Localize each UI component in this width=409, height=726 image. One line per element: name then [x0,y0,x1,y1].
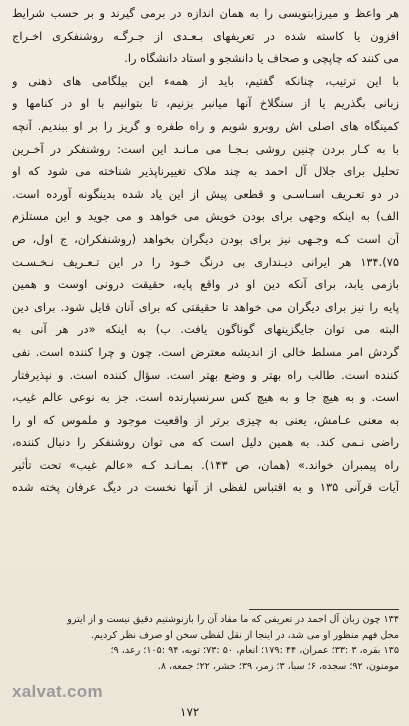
body-line: گردش امر مسلط خالی از اندیشه معترض است. چون و چرا کننده است. نفی [12,344,399,359]
body-line: کمینگاه های اصلی اش روبرو شویم و راه طفره و گریز را بر او ببندیم. آنچه [12,118,399,133]
footnote-line: مومنون، ۹۲؛ سجده، ۶؛ سبا، ۳؛ زمر، ۳۹؛ حشر، ۲۲؛ جمعه، ۸. [157,660,399,672]
body-line: تحلیل برای جلال آل احمد به چند ملاک تغییرناپذیر شناخته می شود که او [12,164,399,179]
body-line: هر واعظ و میرزابنویسی را به همان اندازه در برمی گیرند و بر حسب شرایط [12,6,399,20]
body-line: در دو تعـریف اسـاسـی و قطعی پیش از این یاد شده بدینگونه آورده است. [12,186,399,201]
body-line: بازمی یابد، برای آنکه دین او در واقع پایه، حقیقت درونی اوست و همین [12,277,399,292]
footnote-line: ۱۳۴ چون زبان آل احمد در تعریفی که ما مفاد آن را بازنوشتیم دقیق نیست و از ایترو [67,614,399,625]
body-line: است. و به هیچ جا و به هیچ کس سرنسپارنده است. جز به نوعی عالم غیب، [12,390,399,405]
footnote-line: ۱۳۵ بقره، ۳ :۳۳؛ عمران، ۴۴ :۱۷۹؛ انعام، ۵۰ :۷۳؛ توبه، ۹۴ :۱۰۵؛ رعد، ۹؛ [110,645,399,656]
footnote-divider [249,609,399,610]
body-line: پایه را نیز برای دیگران می خواهد تا حقیقتی که برای آنان قایل شود. برای دین [12,299,399,314]
footnotes [10,612,399,674]
body-line: آن است کـه وجـهی نیز برای بودن دیگران بخواهد (روشنفکران، ج اول، ص [12,231,399,246]
body-line: آیات قرآنی ۱۳۵ و به اقتباس لفظی از آنها نخست در دیگ عرفان پخته شده [12,480,399,495]
footnote-line: محل فهم منظور او می شد، در اینجا از نقل لفظی سخن او صرف نظر کردیم. [90,629,399,641]
body-line: به معنی عـامش، یعنی به چیزی برتر از واقعیت موجود و ملموس که او را [12,412,399,427]
page-number: ۱۷۲ [180,705,200,719]
body-line: الف) به اینکه وجهی برای بودن خویش می خواهد و می جوید و این مستلزم [12,209,399,224]
body-line: راضی نـمی کند. به همین دلیل است که می توان روشنفکر را دنبال کننده، [12,435,399,450]
body-line: با این ترتیب، چنانکه گفتیم، باید از همهء این بیلگامی های ذهنی و [12,73,399,88]
watermark: xalvat.com [12,682,103,701]
body-line: البته می توان جایگزینهای گوناگون یافت. ب) به اینکه «در هر آنی به [12,322,399,337]
body-line: کننده است. طالب راه بهتر و وضع بهتر است. سؤال کننده است. و نپذیرفتار [12,367,399,382]
body-line: راه پیمبران خواند.» (همان، ص ۱۴۳). بمـانـد کـه «عالم غیب» تحت تأثیر [12,457,399,472]
body-line: ۷۵).۱۳۴ هر ایرانی دیـنداری بی درنگ خـود را در این تـعـریف نـخـسـت [12,254,399,269]
body-line: زبانی بگذریم یا از سنگلاخ آنها میانبر بزنیم، تا بتوانیم با او در کنامها و [12,96,399,111]
body-line: می کنند که چاپچی و صحاف یا دانشجو و استاد دانشگاه را. [124,51,399,66]
body-text [12,2,399,499]
body-line: با به کـار بردن چنین روشی بـجـا می مـانـد این است: روشنفکر در آخـرین [12,141,399,156]
body-line: افزون یا کاسته شده در تعریفهای بـعـدی از جـرگـه روشنفکری اخـراج [12,28,399,43]
